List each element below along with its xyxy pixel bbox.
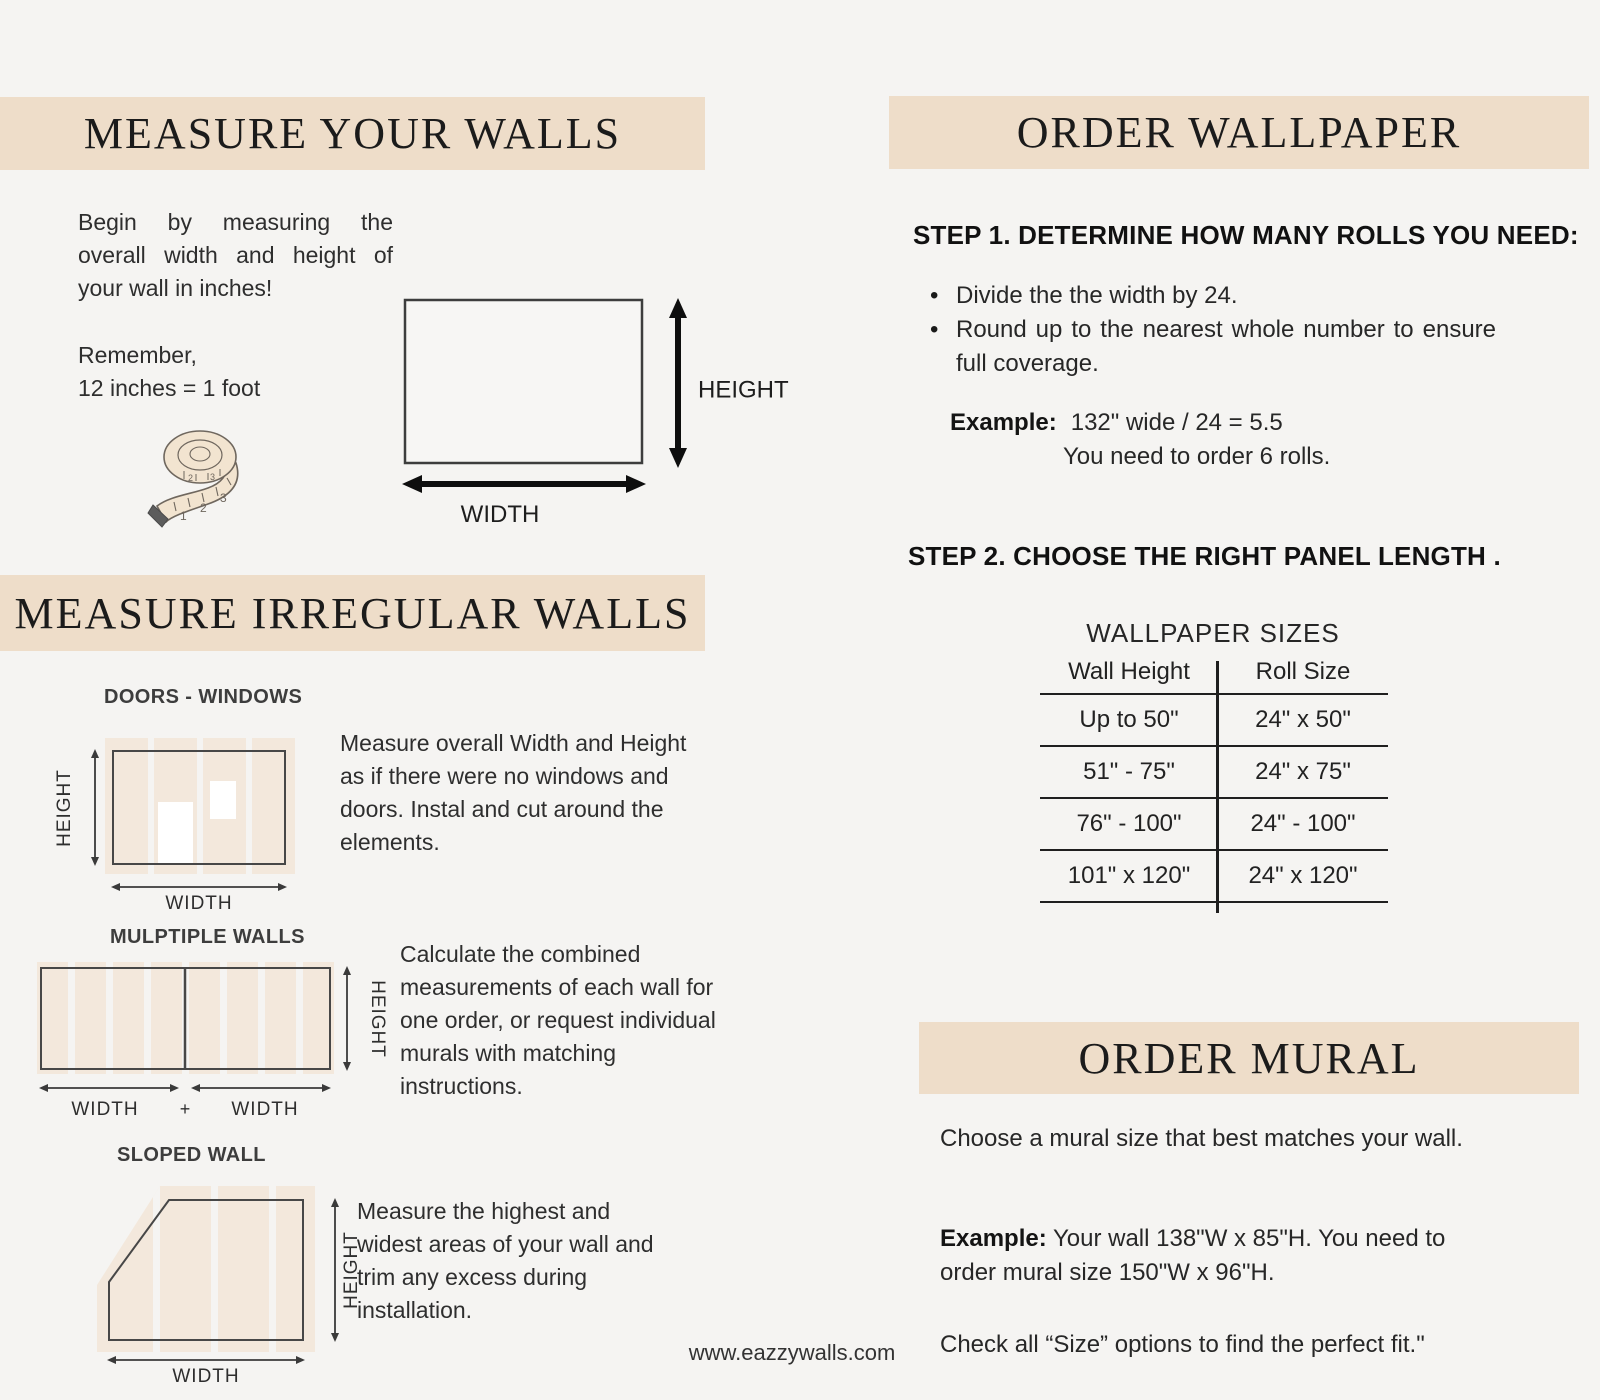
remember-line-2: 12 inches = 1 foot [78, 375, 261, 401]
width-arrow [107, 1356, 305, 1364]
bullet-glyph: • [930, 316, 939, 343]
order-wallpaper-title: ORDER WALLPAPER [1016, 108, 1462, 157]
remember-line-1: Remember, [78, 342, 197, 368]
multiple-walls-diagram [25, 952, 415, 1127]
bullet-item-2 [930, 313, 1496, 381]
multiple-walls-text: Calculate the combined measurements of each wall for one order, or request individual murals with matching instructions. [400, 941, 716, 1099]
cell-wall-height: 101" x 120" [1067, 862, 1191, 889]
height-arrow [91, 749, 99, 866]
height-label: HEIGHT [341, 1231, 362, 1309]
table-row [1040, 849, 1388, 901]
irregular-walls-header-bar [0, 575, 705, 651]
wall-rect [405, 300, 642, 463]
table-row [1040, 745, 1388, 797]
multiple-walls-heading: MULPTIPLE WALLS [110, 926, 305, 948]
sloped-wall-diagram [85, 1180, 395, 1385]
website-url: www.eazzywalls.com [688, 1340, 896, 1365]
tape-number-1: 1 [180, 509, 187, 523]
bullet-glyph: • [930, 282, 939, 309]
width-label-right: WIDTH [231, 1099, 299, 1120]
door-shape [158, 802, 193, 863]
mural-example-paragraph [940, 1222, 1488, 1290]
order-wallpaper-header-bar [889, 96, 1589, 169]
order-mural-title: ORDER MURAL [1078, 1033, 1420, 1083]
width-arrow-right [191, 1084, 331, 1092]
example-label: Example: [940, 1225, 1047, 1252]
irregular-walls-title: MEASURE IRREGULAR WALLS [14, 588, 691, 638]
table-row [1040, 693, 1388, 745]
height-label: HEIGHT [367, 980, 388, 1058]
measure-walls-header-bar [0, 97, 705, 170]
width-label-left: WIDTH [71, 1099, 139, 1120]
measuring-tape-illustration [140, 423, 270, 533]
measure-walls-intro: Begin by measuring the overall width and height of your wall in inches! [78, 209, 393, 301]
height-arrow [343, 966, 351, 1071]
doors-windows-diagram [48, 700, 348, 915]
tape-roll-number-3: 3 [210, 472, 216, 482]
wallpaper-sizes-table [1040, 655, 1388, 903]
column-header-wall-height: Wall Height [1068, 658, 1190, 685]
cell-roll-size: 24" x 120" [1248, 862, 1358, 889]
cell-wall-height: 76" - 100" [1076, 810, 1182, 837]
wall-diagram [400, 292, 800, 537]
example-calc: 132" wide / 24 = 5.5 [1070, 409, 1283, 436]
mural-example-text: Your wall 138"W x 85"H. You need to order mural size 150"W x 96"H. [940, 1225, 1446, 1286]
step2-heading: STEP 2. CHOOSE THE RIGHT PANEL LENGTH . [908, 541, 1501, 571]
height-label: HEIGHT [698, 376, 789, 404]
table-bottom-rule [1040, 901, 1388, 903]
example-label: Example: [950, 409, 1057, 436]
height-label: HEIGHT [54, 769, 75, 847]
table-column-divider [1216, 661, 1219, 913]
bullet-item-1 [930, 279, 1496, 313]
width-label: WIDTH [165, 893, 233, 914]
sloped-wall-heading: SLOPED WALL [117, 1144, 266, 1166]
height-arrow [669, 298, 687, 468]
step1-example-line2: You need to order 6 rolls. [1063, 443, 1331, 470]
width-label: WIDTH [460, 501, 540, 528]
column-header-roll-size: Roll Size [1255, 658, 1351, 685]
width-arrow [402, 475, 646, 493]
tape-number-3: 3 [220, 491, 227, 505]
cell-wall-height: 51" - 75" [1083, 758, 1175, 785]
height-arrow [331, 1198, 339, 1342]
wall-panels [105, 738, 295, 874]
mural-paragraph-3: Check all “Size” options to find the perfect fit." [940, 1331, 1425, 1358]
width-arrow-left [39, 1084, 179, 1092]
table-header-row [1040, 655, 1388, 693]
bullet-2-text: Round up to the nearest whole number to ensure full coverage. [956, 316, 1496, 377]
step1-heading: STEP 1. DETERMINE HOW MANY ROLLS YOU NEED: [913, 220, 1579, 250]
measure-walls-title: MEASURE YOUR WALLS [83, 109, 622, 158]
mural-paragraph-1: Choose a mural size that best matches your wall. [940, 1125, 1463, 1152]
cell-roll-size: 24" x 50" [1255, 706, 1351, 733]
doors-windows-heading: DOORS - WINDOWS [104, 686, 303, 708]
table-row [1040, 797, 1388, 849]
cell-wall-height: Up to 50" [1079, 706, 1179, 733]
cell-roll-size: 24" - 100" [1250, 810, 1356, 837]
cell-roll-size: 24" x 75" [1255, 758, 1351, 785]
width-label: WIDTH [172, 1366, 240, 1385]
width-arrow [111, 883, 287, 891]
bullet-1-text: Divide the the width by 24. [956, 282, 1238, 309]
doors-windows-text: Measure overall Width and Height as if there were no windows and doors. Instal and cut around the elements. [340, 730, 687, 855]
sloped-wall-text: Measure the highest and widest areas of your wall and trim any excess during installation. [357, 1198, 654, 1323]
wallpaper-sizes-title: WALLPAPER SIZES [1086, 618, 1340, 648]
tape-roll-number-2: 2 [188, 473, 194, 483]
window-shape [210, 781, 236, 819]
step1-example-line1 [950, 406, 1283, 440]
wall-panels [97, 1186, 315, 1352]
tape-roll [164, 431, 236, 483]
step1-bullet-list [930, 279, 1496, 381]
order-mural-header-bar [919, 1022, 1579, 1094]
plus-sign: + [179, 1099, 191, 1119]
tape-number-2: 2 [200, 501, 207, 515]
